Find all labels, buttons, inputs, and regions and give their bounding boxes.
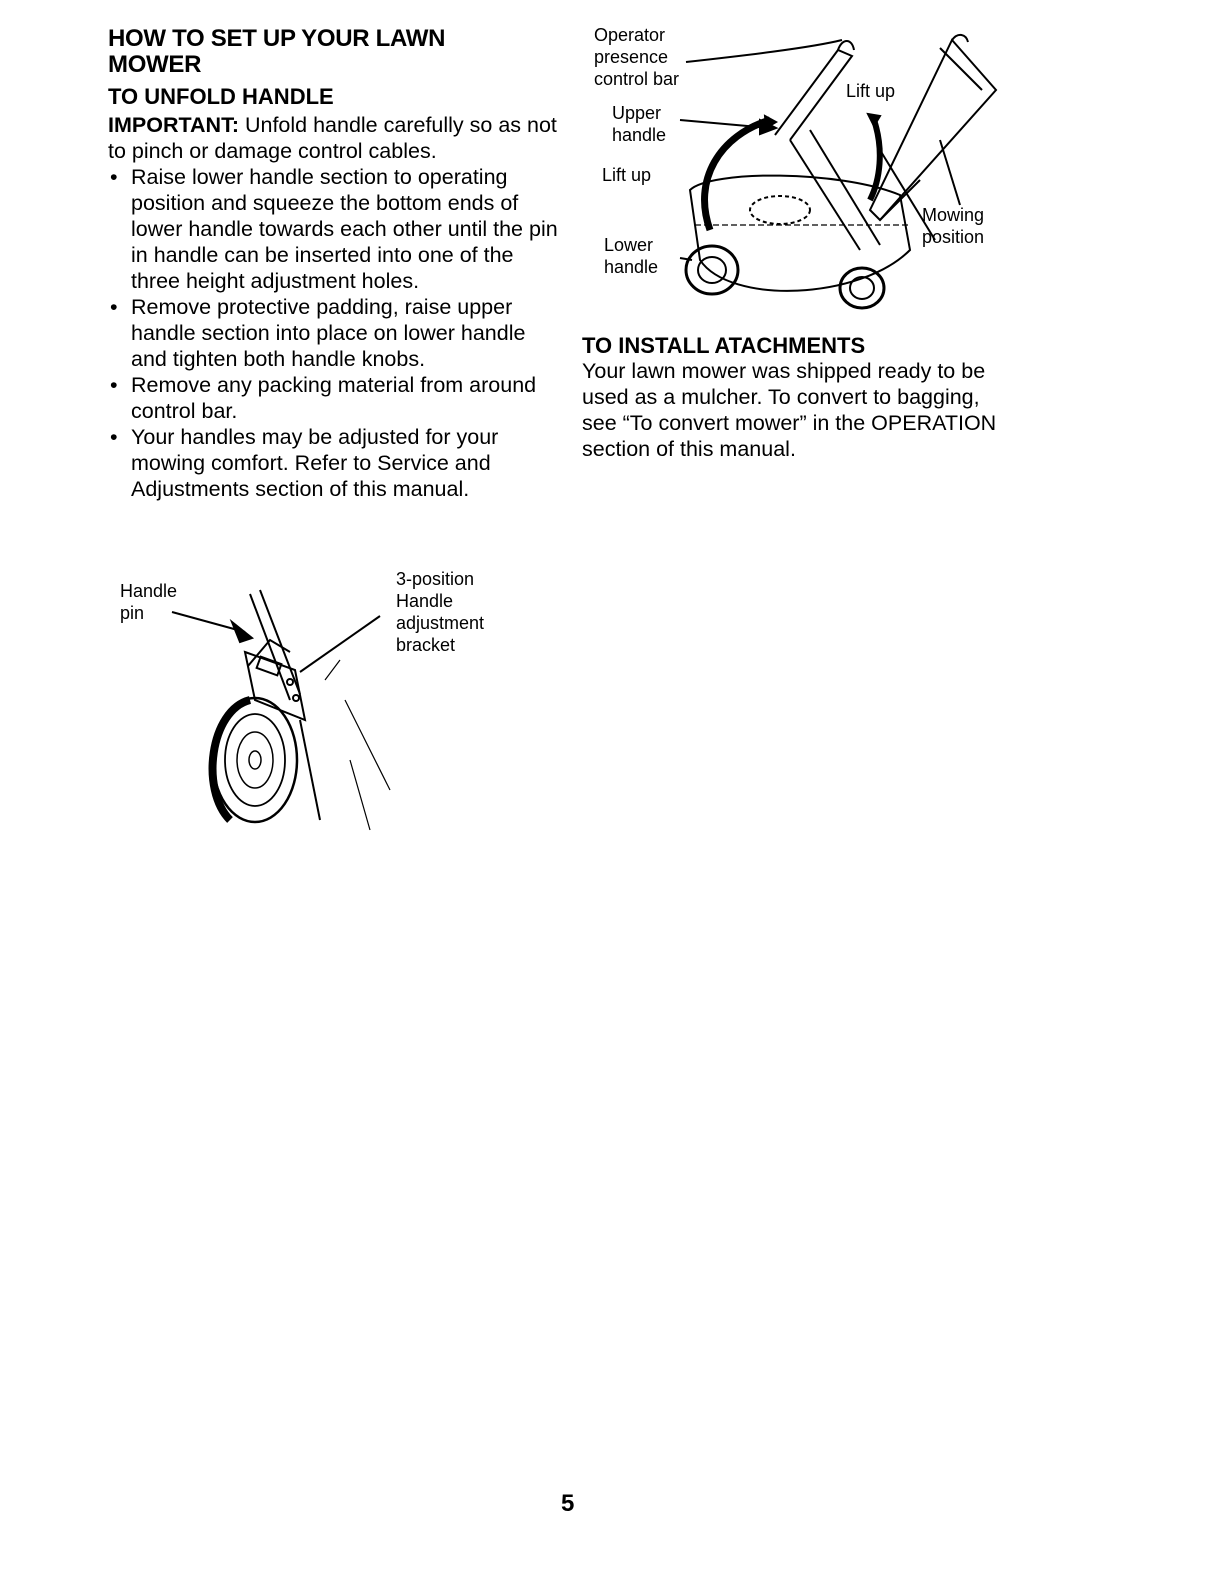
bullet-icon: • bbox=[110, 295, 118, 319]
list-item-text: Raise lower handle section to operating position and squeeze the bottom ends of lower handle towards each other until the pin in handle can be inserted into one of the three height adjustment holes. bbox=[131, 165, 558, 293]
label-line: bracket bbox=[396, 635, 456, 655]
left-column bbox=[108, 26, 558, 502]
important-note bbox=[108, 112, 558, 164]
label-line: Mowing bbox=[922, 205, 985, 225]
section-heading: HOW TO SET UP YOUR LAWN MOWER bbox=[108, 25, 446, 78]
label-line: control bar bbox=[594, 69, 680, 89]
label-line: pin bbox=[120, 603, 145, 623]
label-line: Upper bbox=[612, 103, 662, 123]
bracket-pointer-line bbox=[300, 616, 380, 672]
label-lift-up-left: Lift up bbox=[602, 165, 652, 185]
label-line: Handle bbox=[396, 591, 454, 611]
label-line: handle bbox=[612, 125, 667, 145]
subheading-install-attachments: TO INSTALL ATACHMENTS bbox=[582, 333, 866, 358]
list-item bbox=[108, 164, 558, 294]
bullet-icon: • bbox=[110, 425, 118, 449]
label-line: Handle bbox=[120, 581, 178, 601]
mower-drawing bbox=[580, 20, 1020, 320]
list-item bbox=[108, 372, 558, 424]
label-line: Operator bbox=[594, 25, 666, 45]
label-lift-up-right: Lift up bbox=[846, 81, 896, 101]
label-line: handle bbox=[604, 257, 659, 277]
list-item-text: Remove any packing material from around control bar. bbox=[131, 373, 537, 423]
label-line: Lower bbox=[604, 235, 654, 255]
label-line: presence bbox=[594, 47, 669, 67]
operator-pointer-line bbox=[686, 40, 842, 62]
subheading-unfold-handle: TO UNFOLD HANDLE bbox=[108, 84, 334, 109]
important-label: IMPORTANT: bbox=[108, 113, 239, 137]
list-item-text: Remove protective padding, raise upper handle section into place on lower handle and tighten both handle knobs. bbox=[131, 295, 526, 371]
bullet-icon: • bbox=[110, 373, 118, 397]
instruction-list bbox=[108, 164, 558, 502]
list-item-text: Your handles may be adjusted for your mowing comfort. Refer to Service and Adjustments section of this manual. bbox=[131, 425, 499, 501]
label-line: position bbox=[922, 227, 985, 247]
bullet-icon: • bbox=[110, 165, 118, 189]
right-column bbox=[582, 334, 1012, 462]
handle-bracket-drawing bbox=[100, 560, 520, 860]
label-line: adjustment bbox=[396, 613, 485, 633]
arrow-head-icon bbox=[232, 622, 252, 642]
list-item bbox=[108, 424, 558, 502]
label-line: 3-position bbox=[396, 569, 475, 589]
attachments-text: Your lawn mower was shipped ready to be used as a mulcher. To convert to bagging, see “To convert mower” in the OPERATION section of this manual. bbox=[582, 359, 997, 461]
page-number: 5 bbox=[561, 1490, 575, 1517]
important-text: Unfold handle carefully so as not to pinch or damage control cables. bbox=[108, 113, 557, 163]
list-item bbox=[108, 294, 558, 372]
